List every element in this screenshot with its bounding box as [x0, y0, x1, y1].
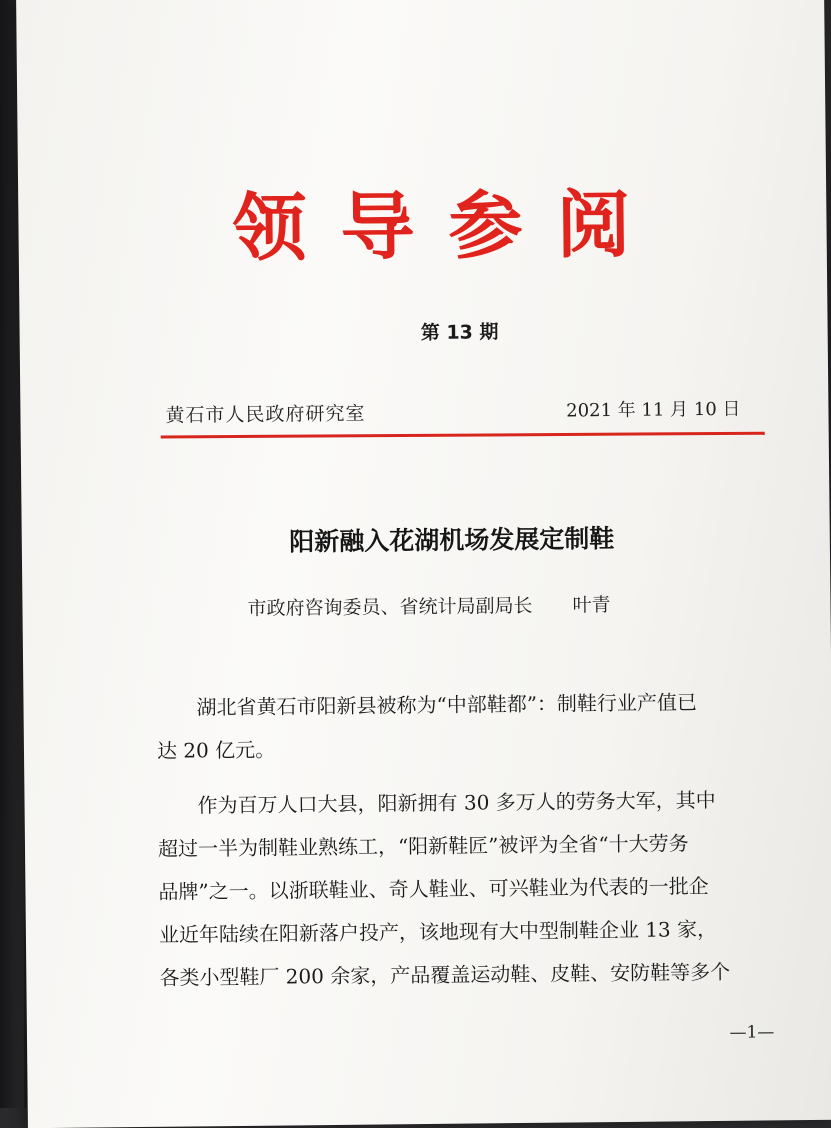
- author-line: [247, 589, 747, 621]
- page-number: —1—: [729, 1022, 775, 1043]
- body-line: 各类小型鞋厂 200 余家，产品覆盖运动鞋、皮鞋、安防鞋等多个: [159, 959, 731, 990]
- issue-date: 2021 年 11 月 10 日: [566, 398, 741, 422]
- masthead-title: 领导参阅: [232, 181, 665, 273]
- document-page: [16, 0, 831, 1128]
- body-line: 作为百万人口大县，阳新拥有 30 多万人的劳务大军，其中: [157, 787, 716, 818]
- issue-number: 第 13 期: [420, 321, 499, 345]
- body-line: 品牌”之一。以浙联鞋业、奇人鞋业、可兴鞋业为代表的一批企: [158, 874, 709, 904]
- author-name: 叶青: [572, 594, 611, 617]
- body-line: 超过一半为制鞋业熟练工，“阳新鞋匠”被评为全省“十大劳务: [157, 831, 689, 861]
- issuer-name: 黄石市人民政府研究室: [165, 402, 366, 427]
- body-line: 业近年陆续在阳新落户投产，该地现有大中型制鞋企业 13 家，: [158, 916, 718, 947]
- author-role: 市政府咨询委员、省统计局副局长: [247, 594, 533, 620]
- body-line: 达 20 亿元。: [156, 737, 276, 763]
- red-divider-rule: [161, 432, 765, 439]
- article-body: [156, 680, 779, 999]
- article-title: 阳新融入花湖机场发展定制鞋: [289, 524, 615, 557]
- body-line: 湖北省黄石市阳新县被称为“中部鞋都”：制鞋行业产值已: [156, 690, 698, 720]
